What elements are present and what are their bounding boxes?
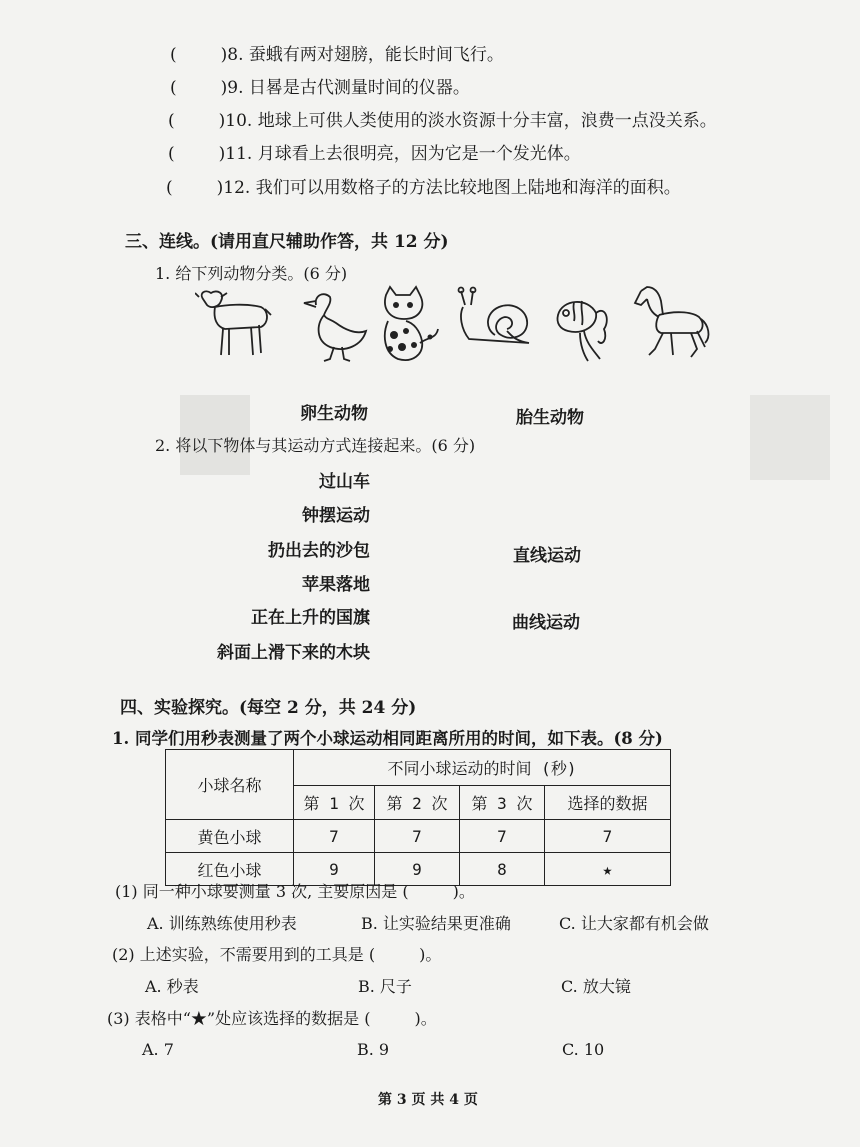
question-4-1: 1. 同学们用秒表测量了两个小球运动相同距离所用的时间，如下表。(8 分)	[112, 729, 663, 748]
horse-icon	[633, 285, 711, 363]
tf-text: 10. 地球上可供人类使用的淡水资源十分丰富，浪费一点没关系。	[225, 111, 717, 131]
table-subheader: 第 2 次	[375, 786, 460, 820]
option[interactable]: A. 7	[142, 1040, 174, 1059]
table-cell: 7	[460, 820, 545, 853]
timing-table	[165, 749, 671, 886]
tf-text: 11. 月球看上去很明亮，因为它是一个发光体。	[225, 144, 581, 164]
table-cell: 9	[294, 853, 375, 886]
table-cell: 9	[375, 853, 460, 886]
object-item[interactable]: 扔出去的沙包	[268, 541, 370, 561]
answer-paren-open[interactable]: (	[170, 45, 177, 65]
object-item[interactable]: 过山车	[319, 472, 370, 492]
table-cell: 黄色小球	[166, 820, 294, 853]
table-cell: 红色小球	[166, 853, 294, 886]
page-footer: 第 3 页 共 4 页	[378, 1092, 478, 1108]
table-subheader: 第 1 次	[294, 786, 375, 820]
table-subheader: 选择的数据	[545, 786, 671, 820]
option[interactable]: B. 9	[357, 1040, 390, 1059]
answer-paren-open[interactable]: (	[168, 144, 175, 164]
table-cell: ★	[545, 853, 671, 886]
option[interactable]: C. 10	[562, 1040, 605, 1059]
option[interactable]: B. 尺子	[358, 977, 412, 996]
sub-question-3: (3) 表格中“★”处应该选择的数据是 ( )。	[107, 1009, 437, 1028]
table-cell: 8	[460, 853, 545, 886]
tf-item: ( )11. 月球看上去很明亮，因为它是一个发光体。	[168, 144, 581, 164]
option[interactable]: C. 让大家都有机会做	[559, 914, 709, 933]
category-oviparous[interactable]: 卵生动物	[300, 404, 368, 424]
answer-paren-open[interactable]: (	[170, 78, 177, 98]
question-3-1: 1. 给下列动物分类。(6 分)	[155, 264, 348, 283]
lamb-icon	[195, 285, 275, 363]
answer-paren-open[interactable]: (	[166, 178, 173, 198]
bleed-through-mark	[750, 395, 830, 480]
table-subheader: 第 3 次	[460, 786, 545, 820]
option[interactable]: A. 秒表	[145, 977, 199, 996]
object-item[interactable]: 钟摆运动	[302, 506, 370, 526]
tf-text: 12. 我们可以用数格子的方法比较地图上陆地和海洋的面积。	[223, 178, 681, 198]
table-row	[166, 820, 671, 853]
tf-item: ( )12. 我们可以用数格子的方法比较地图上陆地和海洋的面积。	[166, 178, 681, 198]
section-3-title: 三、连线。(请用直尺辅助作答，共 12 分)	[125, 232, 449, 252]
table-header-group: 不同小球运动的时间 (秒)	[294, 750, 671, 786]
tf-text: 8. 蚕蛾有两对翅膀，能长时间飞行。	[227, 45, 504, 65]
option[interactable]: A. 训练熟练使用秒表	[147, 914, 297, 933]
motion-curved[interactable]: 曲线运动	[512, 613, 580, 633]
category-viviparous[interactable]: 胎生动物	[516, 408, 584, 428]
tf-item: ( )8. 蚕蛾有两对翅膀，能长时间飞行。	[170, 45, 504, 65]
duck-icon	[296, 285, 370, 363]
sub-question-1: (1) 同一种小球要测量 3 次, 主要原因是 ( )。	[115, 882, 475, 901]
table-header-name: 小球名称	[166, 750, 294, 820]
answer-paren-open[interactable]: (	[168, 111, 175, 131]
motion-straight[interactable]: 直线运动	[513, 546, 581, 566]
table-cell: 7	[375, 820, 460, 853]
option[interactable]: C. 放大镜	[561, 977, 631, 996]
spotted-cat-icon	[376, 285, 442, 363]
object-item[interactable]: 苹果落地	[302, 575, 370, 595]
snail-icon	[455, 285, 535, 363]
table-cell: 7	[545, 820, 671, 853]
object-item[interactable]: 斜面上滑下来的木块	[217, 643, 370, 663]
table-cell: 7	[294, 820, 375, 853]
option[interactable]: B. 让实验结果更准确	[361, 914, 511, 933]
object-item[interactable]: 正在上升的国旗	[251, 608, 370, 628]
goldfish-icon	[554, 285, 610, 363]
sub-question-2: (2) 上述实验，不需要用到的工具是 ( )。	[112, 945, 442, 964]
question-3-2: 2. 将以下物体与其运动方式连接起来。(6 分)	[155, 436, 476, 455]
tf-text: 9. 日晷是古代测量时间的仪器。	[227, 78, 470, 98]
section-4-title: 四、实验探究。(每空 2 分，共 24 分)	[120, 698, 417, 718]
tf-item: ( )9. 日晷是古代测量时间的仪器。	[170, 78, 470, 98]
tf-item: ( )10. 地球上可供人类使用的淡水资源十分丰富，浪费一点没关系。	[168, 111, 717, 131]
